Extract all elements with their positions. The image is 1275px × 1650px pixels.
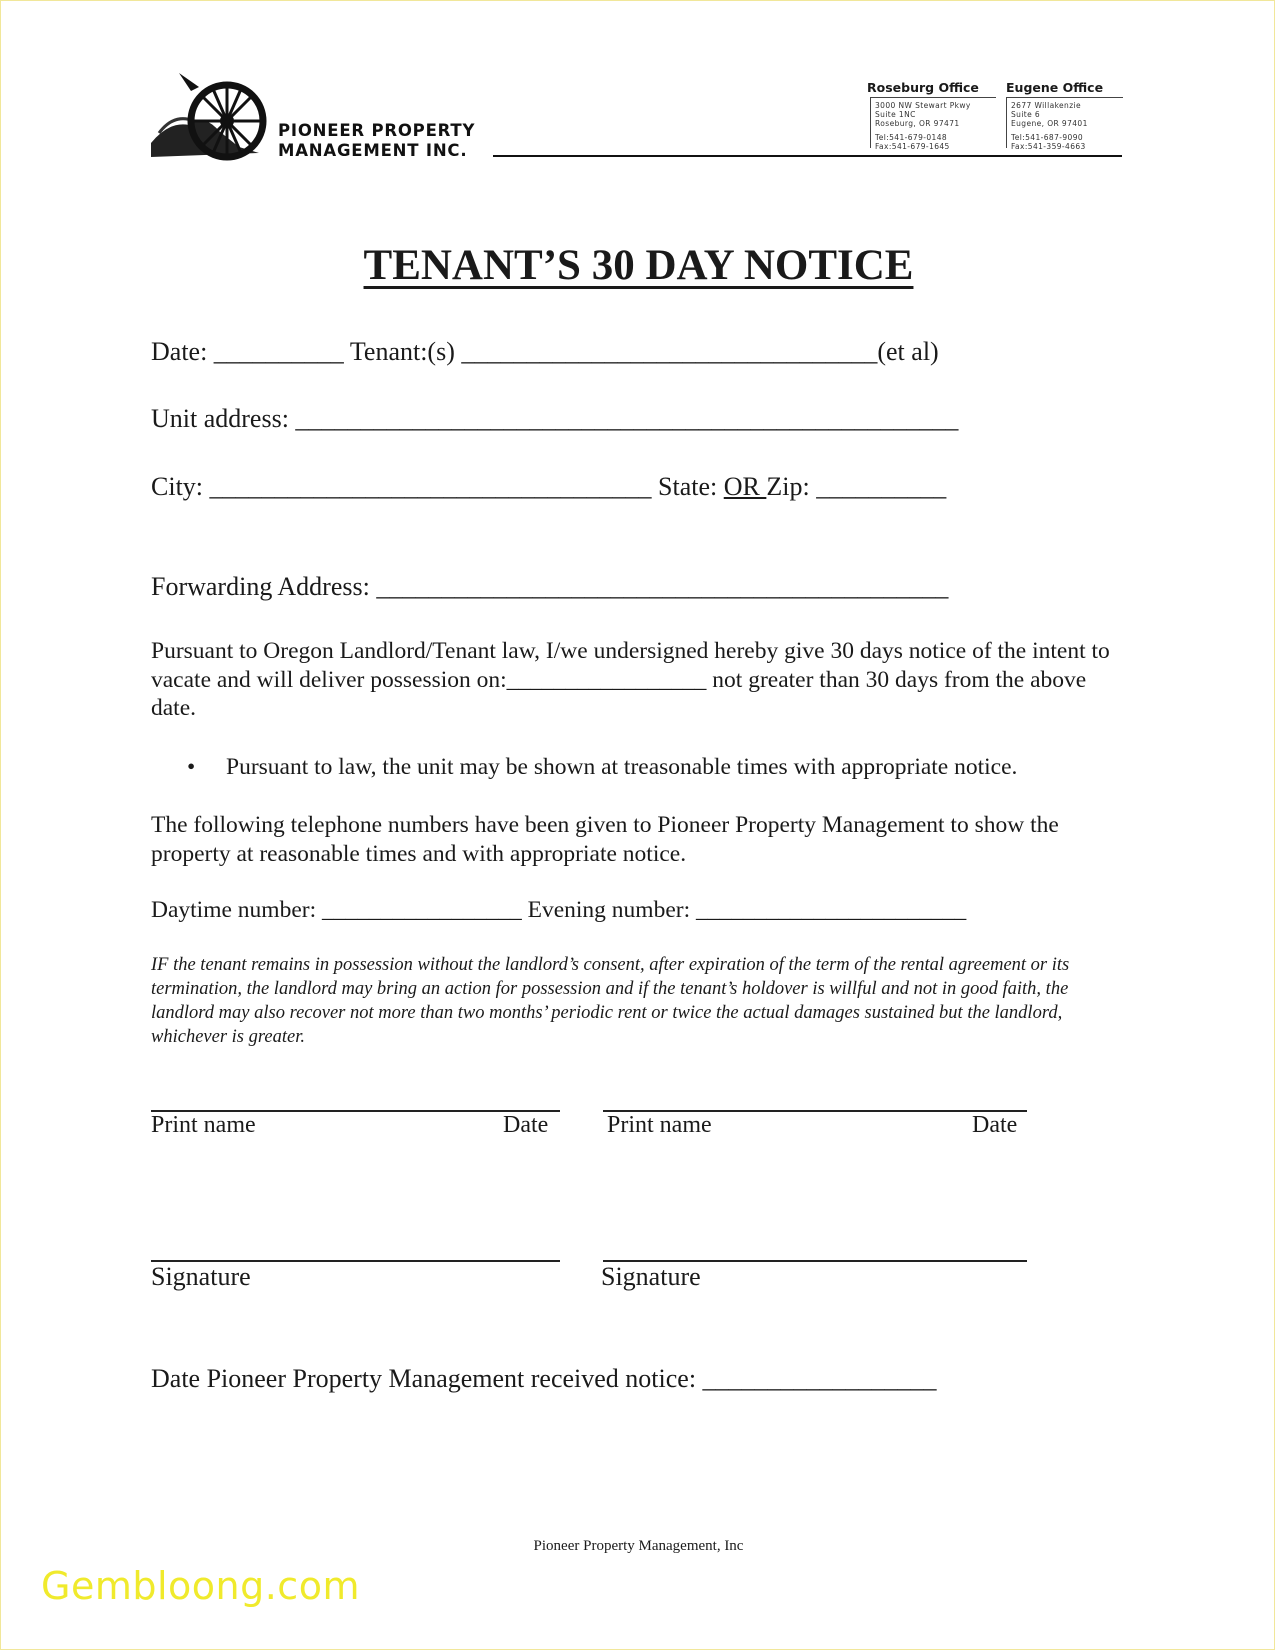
page-title — [1, 241, 1275, 290]
forwarding-address-field[interactable]: Forwarding Address: ____________________________________________ — [151, 572, 949, 601]
received-notice-field[interactable]: Date Pioneer Property Management received notice: __________________ — [151, 1364, 937, 1393]
city-state-zip-field[interactable] — [151, 472, 946, 502]
unit-address-field[interactable]: Unit address: ___________________________________________________ — [151, 404, 959, 433]
watermark: Gembloong.com — [41, 1564, 360, 1608]
phone-numbers-field[interactable]: Daytime number: _________________ Evening number: _______________________ — [151, 897, 967, 923]
eugene-office-address — [1011, 101, 1088, 151]
roseburg-line: Tel:541-679-0148 — [875, 133, 948, 142]
print-name-label-1: Print name — [151, 1112, 256, 1138]
eugene-office-title: Eugene Office — [1006, 80, 1104, 95]
legal-notice: IF the tenant remains in possession without the landlord’s consent, after expiration of the term of the rental agreement or its termination, the landlord may bring an action for possession and if the tenant’s holdover is willful and not in good faith, the landlord may also recover not more than two months’ periodic rent or twice the actual damages sustained but the landlord, whichever is greater. — [151, 955, 1070, 1047]
state-value: OR — [723, 472, 767, 501]
zip-label: Zip: __________ — [766, 472, 947, 501]
phone-paragraph: The following telephone numbers have been given to Pioneer Property Management to show the property at reasonable times and with appropriate notice. — [151, 812, 1059, 867]
eugene-line: Fax:541-359-4663 — [1011, 142, 1086, 151]
notice-paragraph: Pursuant to Oregon Landlord/Tenant law, I/we undersigned hereby give 30 days notice of the intent to vacate and will deliver possession on:_________________ not greater than 30 days from the above date. — [151, 638, 1110, 721]
date-tenant-field[interactable]: Date: __________ Tenant:(s) ________________________________(et al) — [151, 337, 939, 366]
signature-label-2: Signature — [601, 1262, 701, 1291]
company-name — [278, 121, 475, 161]
roseburg-line: Roseburg, OR 97471 — [875, 119, 960, 128]
roseburg-line: Fax:541-679-1645 — [875, 142, 950, 151]
eugene-line: Tel:541-687-9090 — [1011, 133, 1084, 142]
print-name-label-2: Print name — [607, 1112, 712, 1138]
eugene-line: 2677 Willakenzie — [1011, 101, 1082, 110]
eugene-line: Suite 6 — [1011, 110, 1041, 119]
signature-label-1: Signature — [151, 1262, 251, 1291]
company-name-line1: PIONEER PROPERTY — [278, 121, 476, 140]
date-label-1: Date — [503, 1112, 549, 1138]
bullet-item: Pursuant to law, the unit may be shown at treasonable times with appropriate notice. — [226, 754, 1018, 780]
company-name-line2: MANAGEMENT INC. — [278, 141, 468, 160]
page-footer: Pioneer Property Management, Inc — [533, 1538, 744, 1554]
roseburg-line: Suite 1NC — [875, 110, 916, 119]
bullet-symbol: • — [187, 754, 196, 780]
page-title-text: TENANT’S 30 DAY NOTICE — [363, 242, 914, 289]
header-rule — [493, 155, 1122, 157]
wagon-wheel-logo — [149, 73, 269, 165]
roseburg-office-title: Roseburg Office — [867, 80, 979, 95]
date-label-2: Date — [972, 1112, 1018, 1138]
city-label: City: __________________________________ State: — [151, 472, 724, 501]
eugene-line: Eugene, OR 97401 — [1011, 119, 1088, 128]
roseburg-line: 3000 NW Stewart Pkwy — [875, 101, 971, 110]
roseburg-office-address — [875, 101, 971, 151]
